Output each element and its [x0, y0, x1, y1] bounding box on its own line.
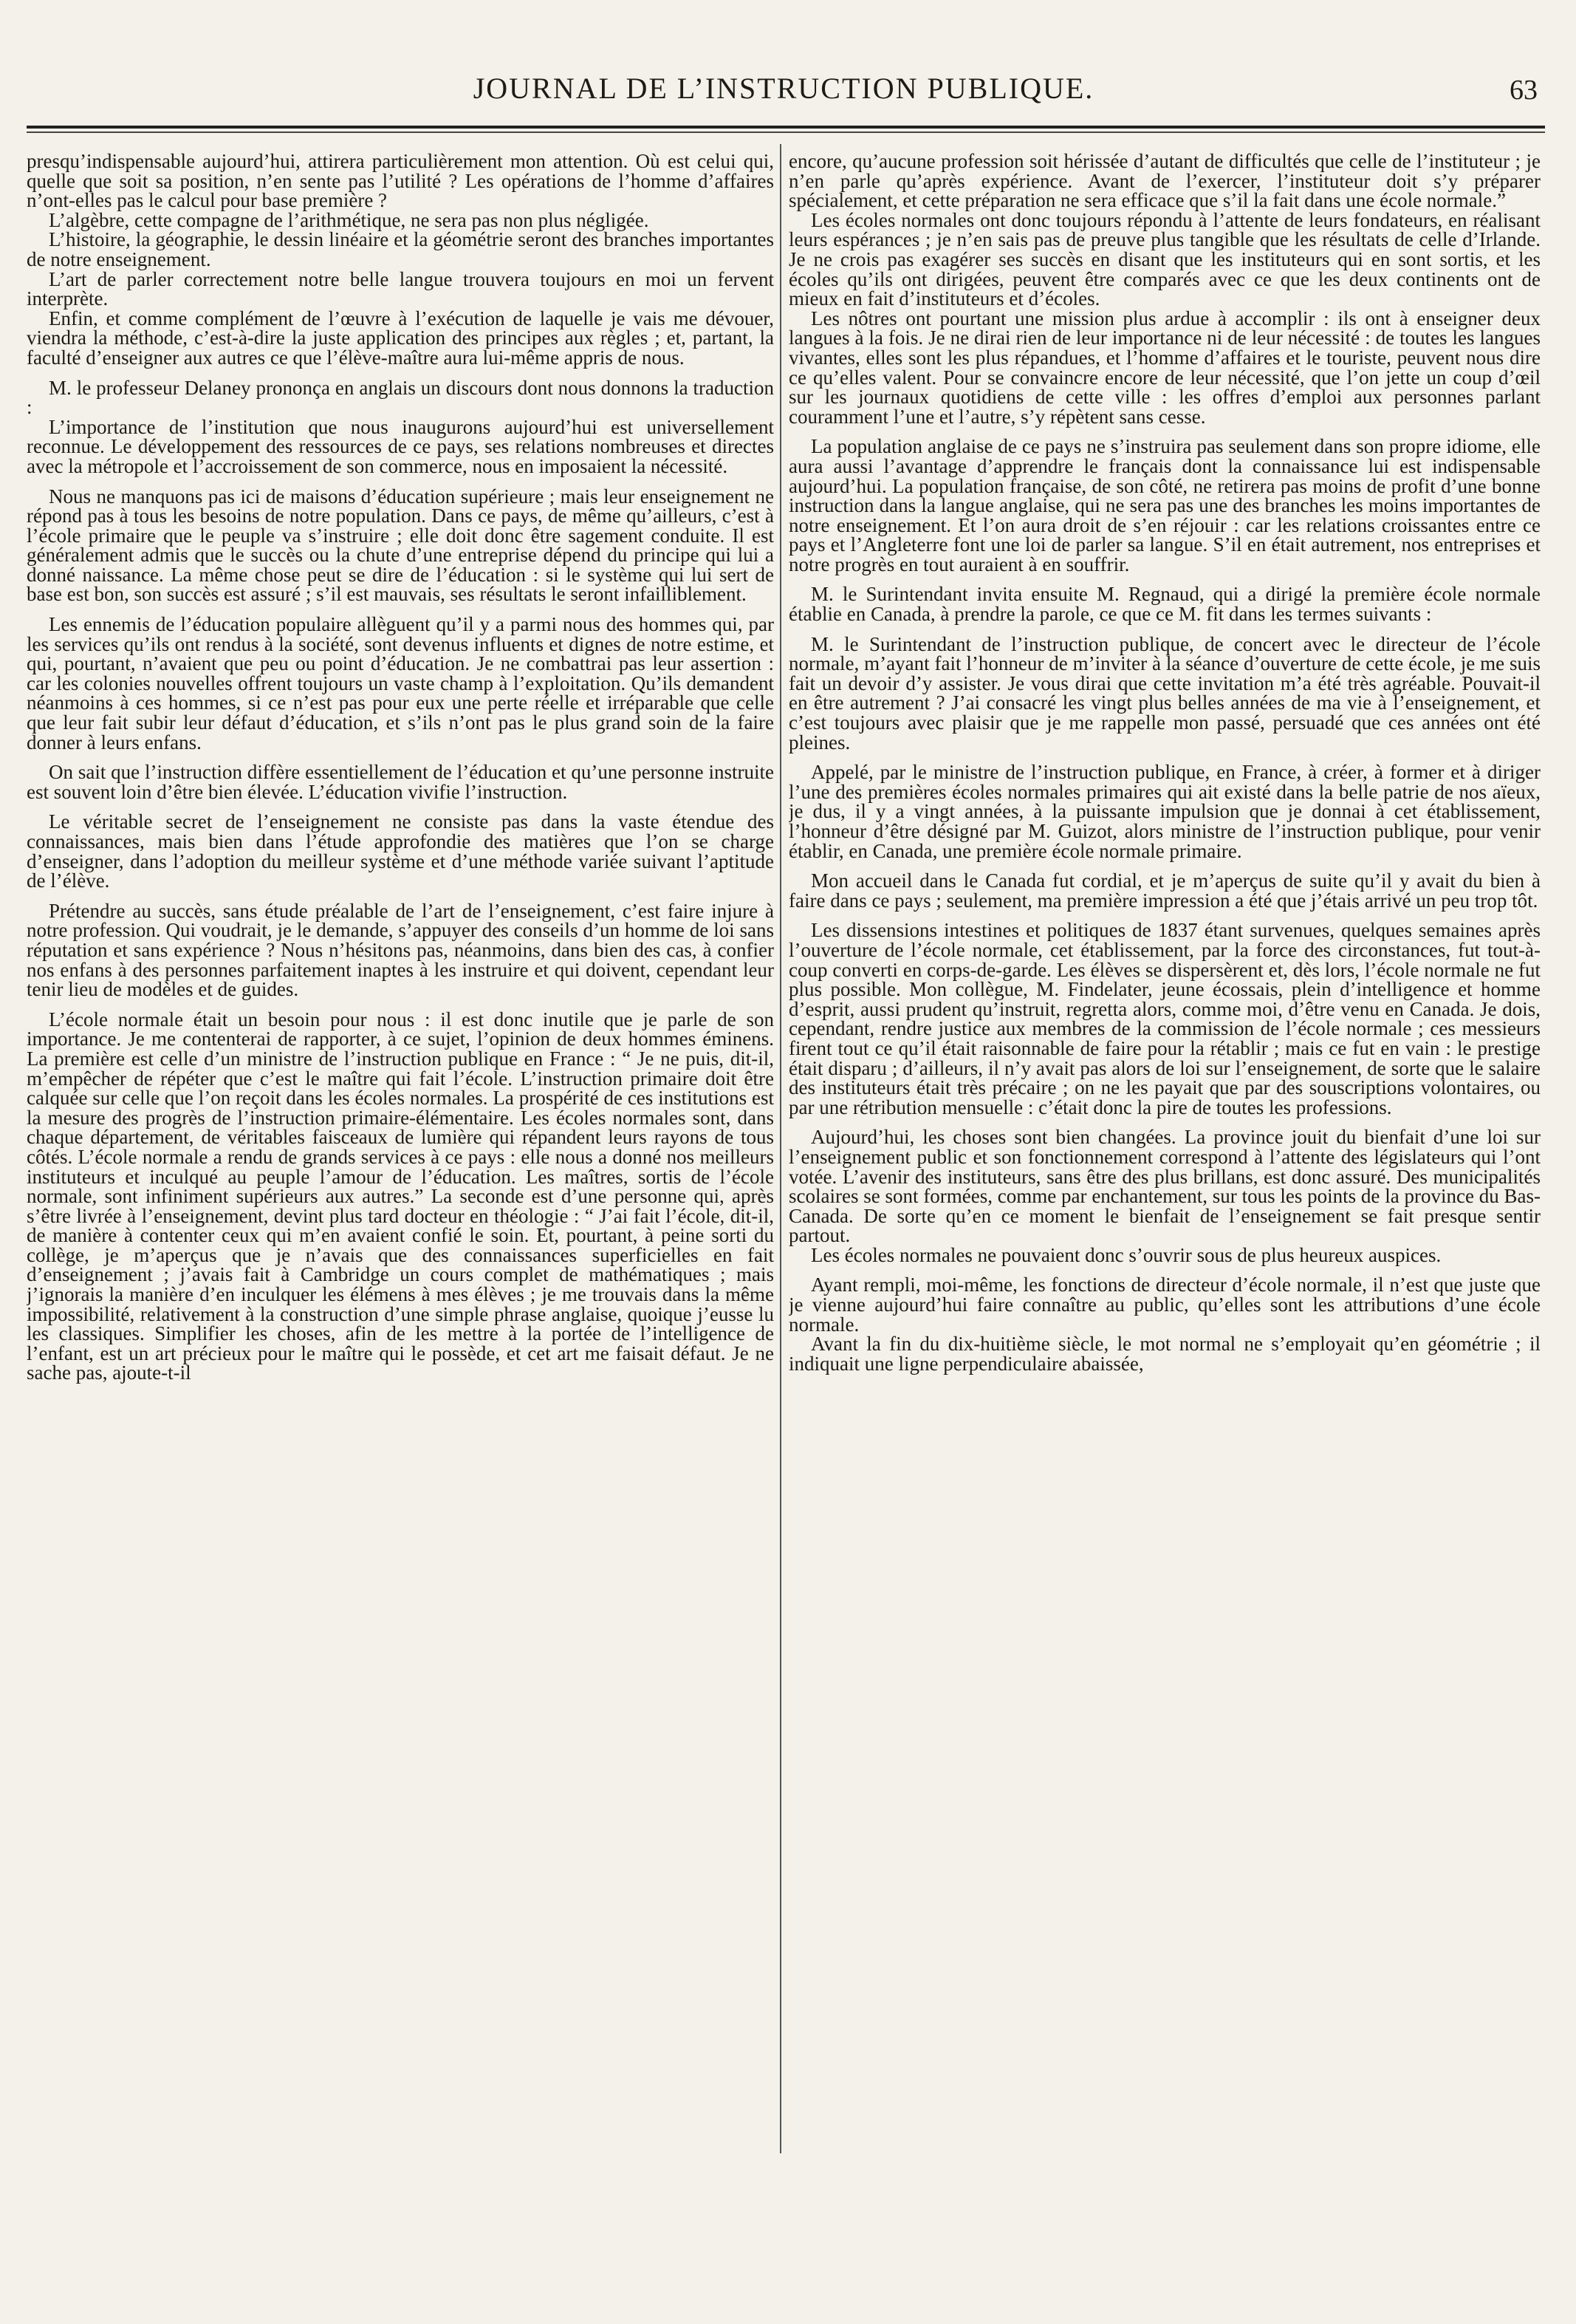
paragraph: encore, qu’aucune profession soit hérissée d’autant de difficultés que celle de l’instituteur ; je n’en parle qu’après expérience. Avant de l’exercer, l’instituteur doit s’y préparer spécialement, et cette préparation ne sera efficace que s’il la fait dans une école normale.”	[789, 151, 1541, 212]
column-divider	[780, 144, 781, 2153]
paragraph: M. le Surintendant invita ensuite M. Regnaud, qui a dirigé la première école normale établie en Canada, à prendre la parole, ce que ce M. fit dans les termes suivants :	[789, 583, 1541, 626]
paragraph: L’importance de l’institution que nous inaugurons aujourd’hui est universellement reconnue. Le développement des ressources de ce pays, ses relations nombreuses et directes avec la métropole et l’accroissement de son commerce, nous en imposaient la nécessité.	[27, 415, 774, 477]
paragraph: L’algèbre, cette compagne de l’arithmétique, ne sera pas non plus négligée.	[49, 208, 649, 231]
paragraph: M. le Surintendant de l’instruction publique, de concert avec le directeur de l’école normale, m’ayant fait l’honneur de m’inviter à la séance d’ouverture de cette école, je me suis fait un devoir d’y assister. Je vous dirai que cette invitation m’a été très agréable. Pouvait-il en être autrement ? J’ai consacré les vingt plus belles années de ma vie à l’enseignement, et c’est toujours avec plaisir que je me rappelle mon passé, persuadé que ces années ont été pleines.	[789, 632, 1541, 753]
paragraph: Avant la fin du dix-huitième siècle, le mot normal ne s’employait qu’en géométrie ; il indiquait une ligne perpendiculaire abaissée,	[789, 1333, 1541, 1375]
paragraph: La population anglaise de ce pays ne s’instruira pas seulement dans son propre idiome, elle aura aussi l’avantage d’apprendre le français dont la connaissance lui est indispensable aujourd’hui. La population française, de son côté, ne retirera pas moins de profit d’une bonne instruction dans la langue anglaise, qui ne sera pas une des branches les moins importantes de notre enseignement. Et l’on aura droit de s’en réjouir : car les relations croissantes entre ce pays et l’Angleterre font une loi de parler sa langue. S’il en était autrement, nos entreprises et notre progrès en tout auraient à en souffrir.	[789, 435, 1541, 575]
paragraph: L’histoire, la géographie, le dessin linéaire et la géométrie seront des branches importantes de notre enseignement.	[27, 228, 774, 270]
paragraph: Le véritable secret de l’enseignement ne consiste pas dans la vaste étendue des connaissances, mais bien dans l’étude approfondie des matières que l’on se charge d’enseigner, dans l’adoption du meilleur système et d’une méthode variée suivant l’aptitude de l’élève.	[27, 810, 774, 892]
paragraph: L’école normale était un besoin pour nous : il est donc inutile que je parle de son importance. Je me contenterai de rapporter, à ce sujet, l’opinion de deux hommes éminens. La première est celle d’un ministre de l’instruction publique en France : “ Je ne puis, dit-il, m’empêcher de répéter que c’est le maître qui fait l’école. L’instruction primaire doit être calquée sur celle que l’on reçoit dans les écoles normales. La prospérité de ces institutions est la mesure des progrès de l’instruction primaire-élémentaire. Les écoles normales sont, dans chaque département, de véritables faisceaux de lumière qui répandent leurs rayons de tous côtés. L’école normale a rendu de grands services à ce pays : elle nous a donné nos meilleurs instituteurs et inculqué au peuple l’amour de l’éducation. Les maîtres, sortis de l’école normale, sont infiniment supérieurs aux autres.” La seconde est d’une personne qui, après s’être livrée à l’enseignement, devint plus tard docteur en théologie : “ J’ai fait l’école, dit-il, de manière à contenter ceux qui m’en avaient confié le soin. Et, pourtant, à peine sorti du collège, je m’aperçus que je n’avais que des connaissances superficielles en fait d’enseignement ; j’avais fait à Cambridge un cours complet de mathématiques ; mais j’ignorais la manière d’en inculquer les élémens à mes élèves ; je me trouvais dans la même impossibilité, relativement à la construction d’une simple phrase anglaise, quoique j’eusse lu les classiques. Simplifier les choses, afin de les mettre à la portée de l’intelligence de l’enfant, est un art précieux pour le maître qui le possède, et cet art me faisait défaut. Je ne sache pas, ajoute-t-il	[27, 1008, 774, 1384]
paragraph: M. le professeur Delaney prononça en anglais un discours dont nous donnons la traduction :	[27, 376, 774, 419]
paragraph: Les nôtres ont pourtant une mission plus ardue à accomplir : ils ont à enseigner deux langues à la fois. Je ne dirai rien de leur importance ni de leur nécessité : de toutes les langues vivantes, elles sont les plus répandues, et l’homme d’affaires et le touriste, peuvent nous dire ce qu’elles valent. Pour se convaincre encore de leur nécessité, que l’on jette un coup d’œil sur les journaux quotidiens de cette ville : les offres d’emploi aux personnes parlant couramment l’une et l’autre, s’y répètent sans cesse.	[789, 307, 1541, 428]
paragraph: On sait que l’instruction diffère essentiellement de l’éducation et qu’une personne instruite est souvent loin d’être bien élevée. L’éducation vivifie l’instruction.	[27, 761, 774, 803]
paragraph: Nous ne manquons pas ici de maisons d’éducation supérieure ; mais leur enseignement ne répond pas à tous les besoins de notre population. Dans ce pays, de même qu’ailleurs, c’est à l’école primaire que le peuple va s’instruire ; elle doit donc être sagement conduite. Il est généralement admis que le succès ou la chute d’une entreprise dépend du principe qui lui a donné naissance. La même chose peut se dire de l’éducation : si le système qui lui sert de base est bon, son succès est assuré ; s’il est mauvais, ses résultats le seront infailliblement.	[27, 485, 774, 606]
left-column	[27, 151, 774, 2146]
paragraph: Mon accueil dans le Canada fut cordial, et je m’aperçus de suite qu’il y avait du bien à faire dans ce pays ; seulement, ma première impression a été que j’étais arrivé un peu trop tôt.	[789, 869, 1541, 912]
paragraph: Aujourd’hui, les choses sont bien changées. La province jouit du bienfait d’une loi sur l’enseignement public et son fonctionnement correspond à l’attente des législateurs qui l’ont votée. L’avenir des instituteurs, sans être des plus brillans, est donc assuré. Des municipalités scolaires se sont formées, comme par enchantement, sur tous les points de la province du Bas-Canada. De sorte qu’en ce moment le bienfait de l’enseignement se fait presque sentir partout.	[789, 1126, 1541, 1247]
header-rule-thick	[27, 126, 1545, 129]
paragraph: Les écoles normales ne pouvaient donc s’ouvrir sous de plus heureux auspices.	[811, 1243, 1442, 1266]
header-rule-thin	[27, 131, 1545, 133]
paragraph: Ayant rempli, moi-même, les fonctions de directeur d’école normale, il n’est que juste que je vienne aujourd’hui faire connaître au public, qu’elles sont les attributions d’une école normale.	[789, 1274, 1541, 1336]
page-number: 63	[1510, 75, 1538, 106]
paragraph: Enfin, et comme complément de l’œuvre à l’exécution de laquelle je vais me dévouer, viendra la méthode, c’est-à-dire la juste application des principes aux règles ; et, partant, la faculté d’enseigner aux autres ce que l’élève-maître aura lui-même appris de nous.	[27, 307, 774, 369]
page-header	[27, 58, 1541, 117]
paragraph: Prétendre au succès, sans étude préalable de l’art de l’enseignement, c’est faire injure à notre profession. Qui voudrait, je le demande, s’appuyer des conseils d’un homme de loi sans réputation et sans expérience ? Nous n’hésitons pas, néanmoins, dans bien des cas, à confier nos enfans à des personnes parfaitement inaptes à les instruire et qui doivent, cependant leur tenir lieu de modèles et de guides.	[27, 899, 774, 1001]
paragraph: L’art de parler correctement notre belle langue trouvera toujours en moi un fervent interprète.	[27, 267, 774, 310]
paragraph: presqu’indispensable aujourd’hui, attirera particulièrement mon attention. Où est celui qui, quelle que soit sa position, n’en sente pas l’utilité ? Les opérations de l’homme d’affaires n’ont-elles pas le calcul pour base première ?	[27, 151, 774, 212]
paragraph: Les écoles normales ont donc toujours répondu à l’attente de leurs fondateurs, en réalisant leurs espérances ; je n’en sais pas de preuve plus tangible que les résultats de celle d’Irlande. Je ne crois pas exagérer ses succès en disant que les instituteurs qui en sont sortis, et les écoles qu’ils ont dirigées, peuvent être comparés avec ce que les deux continents ont de mieux en fait d’instituteurs et d’écoles.	[789, 208, 1541, 310]
paragraph: Appelé, par le ministre de l’instruction publique, en France, à créer, à former et à diriger l’une des premières écoles normales primaires qui ait existé dans la belle patrie de nos aïeux, je dus, il y a vingt années, à la puissante impulsion que je donnai à cet établissement, l’honneur d’être désigné par M. Guizot, alors ministre de l’instruction publique, pour venir établir, en Canada, une première école normale primaire.	[789, 761, 1541, 862]
right-column	[789, 151, 1541, 2146]
paragraph: Les dissensions intestines et politiques de 1837 étant survenues, quelques semaines après l’ouverture de l’école normale, cet établissement, par la force des circonstances, fut tout-à-coup converti en corps-de-garde. Les élèves se dispersèrent et, dès lors, l’école normale ne fut plus possible. Mon collègue, M. Findelater, jeune écossais, plein d’intelligence et homme d’esprit, aussi prudent qu’instruit, regretta alors, comme moi, d’être venu en Canada. Je dois, cependant, rendre justice aux membres de la commission de l’école normale ; ces messieurs firent tout ce qu’il était raisonnable de faire pour la rétablir ; mais ce fut en vain : le prestige était disparu ; d’ailleurs, il n’y avait pas alors de loi sur l’enseignement, de sorte que le salaire des instituteurs était très précaire ; on ne les payait que par des souscriptions volontaires, ou par une rétribution mensuelle : c’était donc la pire de toutes les professions.	[789, 919, 1541, 1118]
paragraph: Les ennemis de l’éducation populaire allèguent qu’il y a parmi nous des hommes qui, par les services qu’ils ont rendus à la société, sont devenus influents et dignes de notre estime, et qui, pourtant, n’avaient que peu ou point d’éducation. Je ne combattrai pas leur assertion : car les colonies nouvelles offrent toujours un vaste champ à l’exploitation. Qu’ils demandent néanmoins à ces hommes, si ce n’est pas pour eux une perte réelle et irréparable que celle que leur fait subir leur défaut d’éducation, et s’ils n’ont pas le plus grand soin de la faire donner à leurs enfans.	[27, 613, 774, 753]
journal-title: JOURNAL DE L’INSTRUCTION PUBLIQUE.	[473, 72, 1094, 105]
